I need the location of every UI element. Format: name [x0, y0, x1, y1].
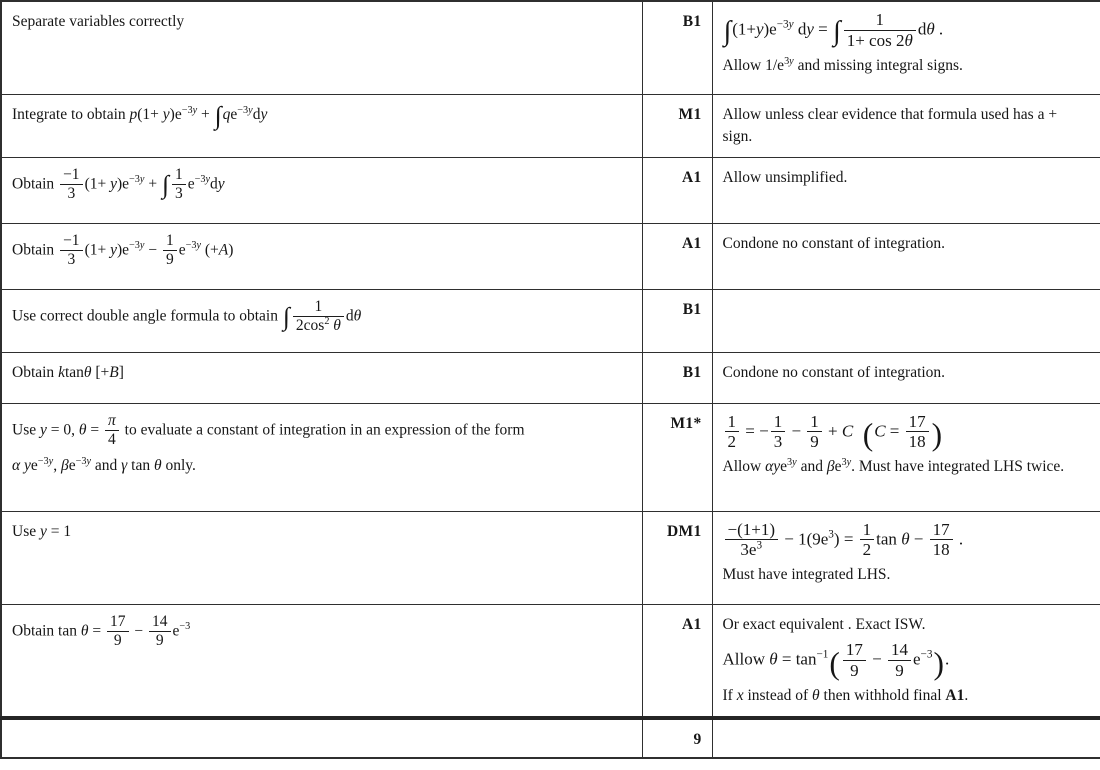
answer-cell: Use correct double angle formula to obtain ∫ $\frac{1}{2\cos^2 \theta}$ dθ — [1, 289, 642, 352]
total-mark-cell: 9 — [642, 718, 712, 758]
table-row — [1, 94, 1100, 157]
table-row — [1, 604, 1100, 718]
table-row — [1, 223, 1100, 289]
guidance-cell: Condone no constant of integration. — [712, 223, 1100, 289]
guidance-cell: Allow unsimplified. — [712, 157, 1100, 223]
table-row-total — [1, 718, 1100, 758]
guidance-cell: $\frac{-(1+1)}{3e^3}$ − $1(9e^3)$ = $\frac{1}{2}$ tan θ − $\frac{17}{18}$ . Must have integrated LHS. — [712, 511, 1100, 604]
answer-cell: Obtain tan θ = $\frac{17}{9}$ − $\frac{14}{9}$ $e^{-3}$ — [1, 604, 642, 718]
table-row — [1, 1, 1100, 94]
answer-cell: Obtain ktanθ [+B] — [1, 352, 642, 403]
answer-cell: Obtain $\frac{-1}{3}$ $(1+ y)e^{-3y}$ + ∫ $\frac{1}{3}$ $e^{-3y}dy$ — [1, 157, 642, 223]
answer-cell: Use y = 1 — [1, 511, 642, 604]
answer-cell — [1, 718, 642, 758]
mark-cell: B1 — [642, 1, 712, 94]
guidance-cell — [712, 718, 1100, 758]
guidance-cell: Condone no constant of integration. — [712, 352, 1100, 403]
table-row — [1, 289, 1100, 352]
guidance-cell: Or exact equivalent . Exact ISW. Allow $\theta = \tan^{-1}$( $\frac{17}{9}$ − $\frac{14}{9}$ $e^{-3}$). If x instead of θ then withhold final A1. — [712, 604, 1100, 718]
mark-cell: A1 — [642, 223, 712, 289]
table-row — [1, 511, 1100, 604]
answer-cell: Use y = 0, θ = $\frac{\pi}{4}$ to evaluate a constant of integration in an expression of the form α $ye^{-3y}$, $\beta e^{-3y}$ and γ tan θ only. — [1, 403, 642, 511]
table-row — [1, 352, 1100, 403]
table-row — [1, 403, 1100, 511]
answer-cell: Obtain $\frac{-1}{3}$ $(1+ y)e^{-3y}$ − $\frac{1}{9}$ $e^{-3y}$ (+A) — [1, 223, 642, 289]
mark-cell: A1 — [642, 157, 712, 223]
mark-cell: B1 — [642, 352, 712, 403]
mark-cell: M1 — [642, 94, 712, 157]
mark-cell: DM1 — [642, 511, 712, 604]
guidance-cell: $\frac{1}{2}$ = − $\frac{1}{3}$ − $\frac{1}{9}$ + C (C = $\frac{17}{18}$ ) Allow αye$^{3y}$ and $\beta e^{3y}$. Must have integrated LHS twice. — [712, 403, 1100, 511]
guidance-cell — [712, 289, 1100, 352]
answer-cell: Separate variables correctly — [1, 1, 642, 94]
mark-cell: B1 — [642, 289, 712, 352]
mark-cell: M1* — [642, 403, 712, 511]
answer-cell: Integrate to obtain $p(1+ y)e^{-3y} + \int qe^{-3y}dy$ — [1, 94, 642, 157]
mark-cell: A1 — [642, 604, 712, 718]
guidance-cell: Allow unless clear evidence that formula used has a + sign. — [712, 94, 1100, 157]
guidance-cell: $\int(1+y)e^{-3y}$ dy = ∫ $\frac{1}{1+ \cos 2\theta}$ dθ . Allow $1/e^{3y}$ and missing integral signs. — [712, 1, 1100, 94]
table-row — [1, 157, 1100, 223]
